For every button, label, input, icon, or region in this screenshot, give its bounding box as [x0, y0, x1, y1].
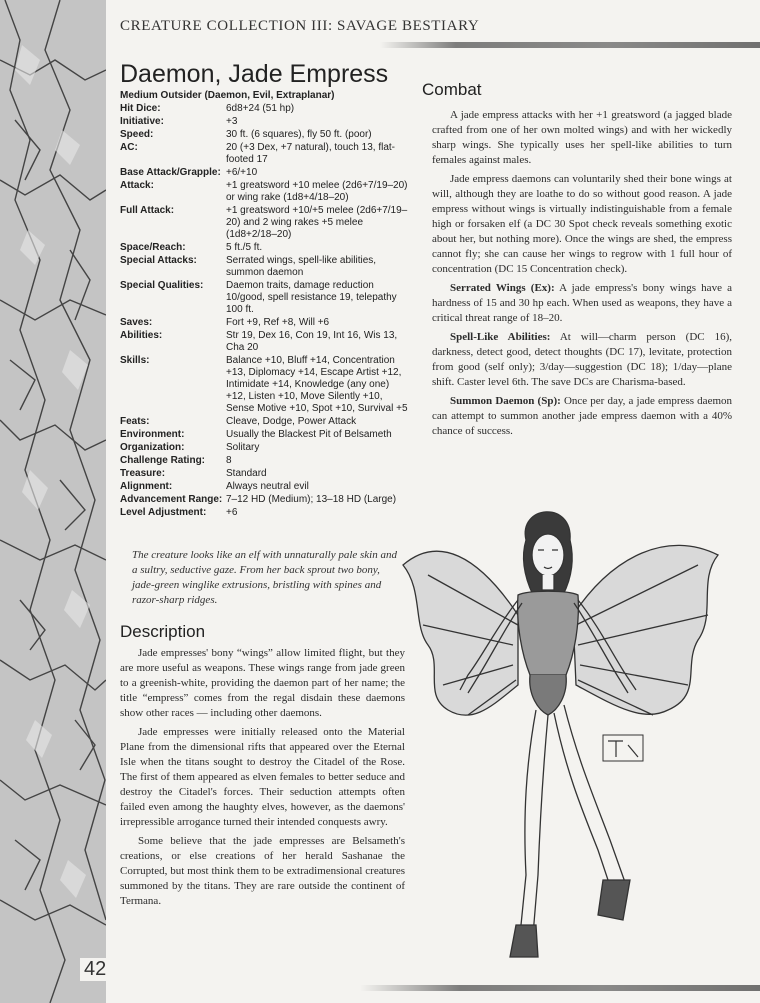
stat-value: +6/+10: [226, 167, 258, 178]
description-body: [120, 646, 405, 913]
footer-rule: [360, 985, 760, 991]
stat-row: [120, 507, 410, 520]
stat-label: Special Attacks:: [120, 255, 197, 266]
combat-paragraph: Jade empress daemons can voluntarily shed their bone wings at will, although they are loathe to do so without good reason. A jade empress without wings is virtually indistinguishable from a female high or forsaken elf (a DC 30 Spot check reveals something exotic about her, but nothing more). Once the wings are shed, the empress cannot fly; she can cause her wings to regrow with 1 full hour of concentration (DC 15 Concentration check).: [432, 173, 732, 275]
ability-name: Summon Daemon (Sp):: [450, 395, 561, 407]
description-heading: Description: [120, 622, 206, 641]
description-paragraph: Jade empresses' bony “wings” allow limited flight, but they are more useful as weapons. These wings range from jade green to a greenish-white, providing the daemon part of her name; the title “empress” comes from the regal disdain these daemons show other races — including other daemons.: [120, 647, 405, 719]
stat-label: Hit Dice:: [120, 103, 161, 114]
stat-label: Advancement Range:: [120, 494, 223, 505]
ability-text: At will—charm person (DC 16), darkness, detect good, detect thoughts (DC 17), levitate, protection from good (self only); 3/day—suggestion (DC 18); 1/day—plane shift. Caster level 6th. The save DCs are Charisma-based.: [432, 331, 732, 388]
stat-label: Special Qualities:: [120, 280, 204, 291]
stat-value: Usually the Blackest Pit of Belsameth: [226, 429, 392, 440]
stat-row: [120, 167, 410, 180]
ability-name: Spell-Like Abilities:: [450, 331, 551, 343]
flavor-text: The creature looks like an elf with unnaturally pale skin and a sultry, seductive gaze. From her back sprout two bony, jade-green winglike extrusions, bristling with spines and razor-sharp ridges.: [132, 549, 397, 606]
stat-value: Daemon traits, damage reduction 10/good, spell resistance 19, telepathy 100 ft.: [226, 280, 397, 315]
ability-text: A jade empress's bony wings have a hardness of 15 and 30 hp each. When used as weapons, they have a critical threat range of 18–20.: [432, 282, 732, 324]
artist-signature: [603, 735, 643, 761]
creature-title: Daemon, Jade Empress: [120, 60, 389, 88]
stat-label: Full Attack:: [120, 205, 175, 216]
ability-paragraph: [432, 281, 732, 326]
header-rule: [380, 42, 760, 48]
combat-body: [432, 108, 732, 443]
stat-label: Challenge Rating:: [120, 455, 206, 466]
stat-value: +6: [226, 507, 238, 518]
stat-row: [120, 116, 410, 129]
stat-value: 30 ft. (6 squares), fly 50 ft. (poor): [226, 129, 372, 140]
stat-row: [120, 442, 410, 455]
stat-row: [120, 242, 410, 255]
stat-row: [120, 355, 410, 416]
stat-label: Saves:: [120, 317, 153, 328]
stat-row: [120, 468, 410, 481]
stat-label: Treasure:: [120, 468, 166, 479]
ability-text: Once per day, a jade empress daemon can attempt to summon another jade empress daemon with a 40% chance of success.: [432, 395, 733, 437]
creature-type-line: Medium Outsider (Daemon, Evil, Extraplanar): [120, 90, 335, 101]
stat-row: [120, 455, 410, 468]
stat-row: [120, 280, 410, 317]
stat-label: Environment:: [120, 429, 185, 440]
stat-row: [120, 317, 410, 330]
stat-row: [120, 142, 410, 167]
stat-label: Base Attack/Grapple:: [120, 167, 221, 178]
stat-row: [120, 103, 410, 116]
stat-row: [120, 180, 410, 205]
stat-label: Space/Reach:: [120, 242, 186, 253]
stat-value: +1 greatsword +10/+5 melee (2d6+7/19–20) and 2 wing rakes +5 melee (1d8+2/18–20): [226, 205, 408, 240]
running-head: CREATURE COLLECTION III: SAVAGE BESTIARY: [120, 18, 480, 34]
stat-block: [120, 103, 410, 520]
stat-label: Alignment:: [120, 481, 173, 492]
stat-row: [120, 429, 410, 442]
stat-row: [120, 129, 410, 142]
stat-value: 20 (+3 Dex, +7 natural), touch 13, flat-footed 17: [226, 142, 395, 165]
stat-label: AC:: [120, 142, 138, 153]
combat-paragraph: A jade empress attacks with her +1 greatsword (a jagged blade crafted from one of her own molted wings) and with her wickedly sharp wings. She typically uses her spell-like abilities to turn females against males.: [432, 109, 732, 166]
stat-value: Str 19, Dex 16, Con 19, Int 16, Wis 13, Cha 20: [226, 330, 398, 353]
ability-paragraph: [432, 394, 732, 439]
stat-value: Fort +9, Ref +8, Will +6: [226, 317, 330, 328]
stat-value: 8: [226, 455, 232, 466]
stat-value: Balance +10, Bluff +14, Concentration +13, Diplomacy +14, Escape Artist +12, Intimidate +14, Knowledge (any one) +12, Listen +10, Move Silently +10, Sense Motive +10, Spot +10, Survival +5: [226, 355, 408, 414]
stat-label: Initiative:: [120, 116, 164, 127]
stat-label: Abilities:: [120, 330, 163, 341]
stat-row: [120, 481, 410, 494]
stat-value: Solitary: [226, 442, 260, 453]
decorative-border: [0, 0, 106, 1003]
description-paragraph: Some believe that the jade empresses are Belsameth's creations, or else creations of her herald Sashanae the Corrupted, but most think them to be extradimensional creatures summoned by the titans. They are rare outside the continent of Termana.: [120, 835, 405, 907]
stat-label: Skills:: [120, 355, 150, 366]
stat-value: Cleave, Dodge, Power Attack: [226, 416, 357, 427]
stat-label: Feats:: [120, 416, 150, 427]
ability-name: Serrated Wings (Ex):: [450, 282, 555, 294]
stat-value: +1 greatsword +10 melee (2d6+7/19–20) or wing rake (1d8+4/18–20): [226, 180, 408, 203]
stat-row: [120, 416, 410, 429]
page-number: 42: [80, 958, 110, 981]
cracked-stone-pattern: [0, 0, 106, 1003]
stat-value: Always neutral evil: [226, 481, 309, 492]
stat-value: +3: [226, 116, 238, 127]
stat-label: Speed:: [120, 129, 154, 140]
stat-row: [120, 255, 410, 280]
stat-label: Level Adjustment:: [120, 507, 207, 518]
ability-paragraph: [432, 330, 732, 390]
stat-value: 7–12 HD (Medium); 13–18 HD (Large): [226, 494, 397, 505]
stat-row: [120, 494, 410, 507]
jade-empress-illustration: [398, 495, 728, 965]
stat-value: Standard: [226, 468, 267, 479]
stat-value: Serrated wings, spell-like abilities, summon daemon: [226, 255, 377, 278]
stat-row: [120, 205, 410, 242]
description-paragraph: Jade empresses were initially released onto the Material Plane from the dimensional rifts that appeared over the Eternal Isle when the titans sought to destroy the Citadel of the Rose. The first of them appeared as elven females to better seduce and destroy the Citadel's forces. Their seduction attempts often failed even among the haughty elves, however, as the daemons' irrepressible arrogance turned their intended conquests awry.: [120, 726, 405, 828]
stat-value: 5 ft./5 ft.: [226, 242, 263, 253]
stat-label: Attack:: [120, 180, 154, 191]
combat-heading: Combat: [422, 80, 482, 99]
stat-label: Organization:: [120, 442, 185, 453]
stat-value: 6d8+24 (51 hp): [226, 103, 295, 114]
stat-row: [120, 330, 410, 355]
